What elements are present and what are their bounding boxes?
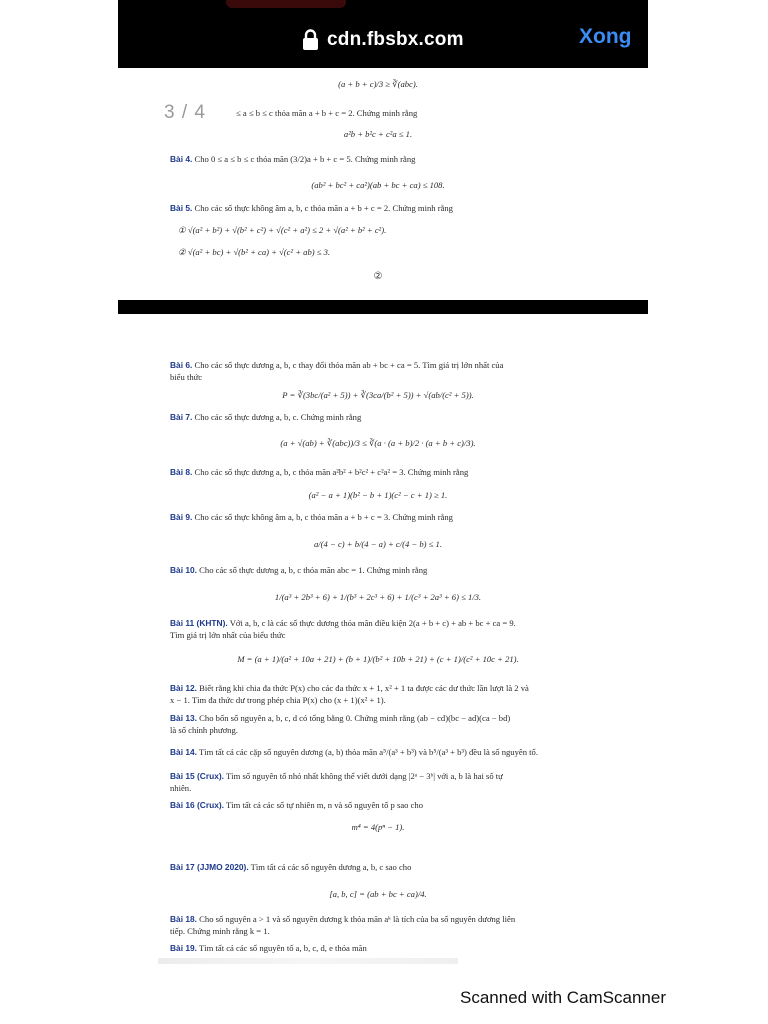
problem-line-bai-15: Bài 15 (Crux). Tìm số nguyên tố nhỏ nhất không thể viết dưới dạng |2ᵃ − 3ᵇ| với a, b là hai số tự [170,771,503,781]
problem-line-bai-17: Bài 17 (JJMO 2020). Tìm tất cả các số nguyên dương a, b, c sao cho [170,862,412,872]
page-indicator: 3 / 4 [164,102,206,123]
formula-line: 1/(a³ + 2b³ + 6) + 1/(b³ + 2c³ + 6) + 1/(c³ + 2a³ + 6) ≤ 1/3. [274,592,482,602]
item-line-2: ② √(a² + bc) + √(b² + ca) + √(c² + ab) ≤ 3. [178,247,331,257]
scanner-watermark: Scanned with CamScanner [460,988,667,1007]
problem-text-line: là số chính phương. [170,725,238,735]
page-divider [118,300,648,314]
formula-line: a/(4 − c) + b/(4 − a) + c/(4 − b) ≤ 1. [314,539,442,549]
problem-text-line: nhiên. [170,783,192,793]
problem-text-line: x − 1. Tìm đa thức dư trong phép chia P(x) cho (x + 1)(x² + 1). [170,695,386,705]
problem-line-bai-9: Bài 9. Cho các số thực không âm a, b, c thỏa mãn a + b + c = 3. Chứng minh rằng [170,512,453,522]
browser-top-bar [118,0,648,68]
problem-text-line: ≤ a ≤ b ≤ c thỏa mãn a + b + c = 2. Chứng minh rằng [236,108,418,118]
formula-line: (a² − a + 1)(b² − b + 1)(c² − c + 1) ≥ 1. [308,490,448,500]
problem-line-bai-7: Bài 7. Cho các số thực dương a, b, c. Chứng minh rằng [170,412,362,422]
problem-line-bai-6: Bài 6. Cho các số thực dương a, b, c thay đổi thỏa mãn ab + bc + ca = 5. Tìm giá trị lớn nhất của [170,360,504,370]
problem-text-line: tiếp. Chứng minh rằng k = 1. [170,926,270,936]
problem-text-line: biểu thức [170,372,203,382]
problem-line-bai-18: Bài 18. Cho số nguyên a > 1 và số nguyên dương k thỏa mãn aᵏ là tích của ba số nguyên dương liên [170,914,516,924]
formula-line: P = ∛(3bc/(a² + 5)) + ∛(3ca/(b² + 5)) + √(ab/(c² + 5)). [282,390,474,400]
formula-line: [a, b, c] = (ab + bc + ca)/4. [329,889,427,899]
problem-line-bai-13: Bài 13. Cho bốn số nguyên a, b, c, d có tổng bằng 0. Chứng minh rằng (ab − cd)(bc − ad)(ca − bd) [170,713,511,723]
pdf-page-3 [118,68,648,300]
pdf-page-4 [118,314,648,975]
problem-line-bai-19: Bài 19. Tìm tất cả các số nguyên tố a, b, c, d, e thỏa mãn [170,943,367,953]
status-notch [226,0,346,8]
address-bar[interactable] [302,26,464,54]
problem-line-bai-8: Bài 8. Cho các số thực dương a, b, c thỏa mãn a²b² + b²c² + c²a² = 3. Chứng minh rằng [170,467,469,477]
lock-icon [302,29,319,51]
url-text: cdn.fbsbx.com [327,29,464,50]
problem-line-bai-11: Bài 11 (KHTN). Với a, b, c là các số thực dương thỏa mãn điều kiện 2(a + b + c) + ab + bc + ca = 9. [170,618,516,628]
document-viewer [118,0,648,975]
problem-line-bai-4: Bài 4. Cho 0 ≤ a ≤ b ≤ c thỏa mãn (3/2)a + b + c = 5. Chứng minh rằng [170,154,416,164]
formula-line: m⁴ = 4(pⁿ − 1). [351,822,405,832]
formula-line: (a + b + c)/3 ≥ ∛(abc). [338,79,418,89]
problem-text-line: Tìm giá trị lớn nhất của biểu thức [170,630,286,640]
formula-line: a²b + b²c + c²a ≤ 1. [343,129,413,139]
problem-line-bai-10: Bài 10. Cho các số thực dương a, b, c thỏa mãn abc = 1. Chứng minh rằng [170,565,428,575]
page-marker: ② [373,271,383,282]
problem-line-bai-5: Bài 5. Cho các số thực không âm a, b, c thỏa mãn a + b + c = 2. Chứng minh rằng [170,203,453,213]
formula-line: (a + √(ab) + ∛(abc))/3 ≤ ∛(a · (a + b)/2 · (a + b + c)/3). [280,438,476,448]
faded-scan-edge [158,958,458,964]
item-line-1: ① √(a² + b²) + √(b² + c²) + √(c² + a²) ≤ 2 + √(a² + b² + c²). [178,225,387,235]
problem-line-bai-14: Bài 14. Tìm tất cả các cặp số nguyên dương (a, b) thỏa mãn a⁵/(a³ + b³) và b⁵/(a³ + b³) đều là số nguyên tố. [170,747,538,757]
formula-line: (ab² + bc² + ca²)(ab + bc + ca) ≤ 108. [311,180,445,190]
done-button[interactable]: Xong [579,25,632,48]
formula-line: M = (a + 1)/(a² + 10a + 21) + (b + 1)/(b² + 10b + 21) + (c + 1)/(c² + 10c + 21). [237,654,519,664]
problem-line-bai-16: Bài 16 (Crux). Tìm tất cả các số tự nhiên m, n và số nguyên tố p sao cho [170,800,424,810]
problem-line-bai-12: Bài 12. Biết rằng khi chia đa thức P(x) cho các đa thức x + 1, x² + 1 ta được các dư thức lần lượt là 2 và [170,683,529,693]
